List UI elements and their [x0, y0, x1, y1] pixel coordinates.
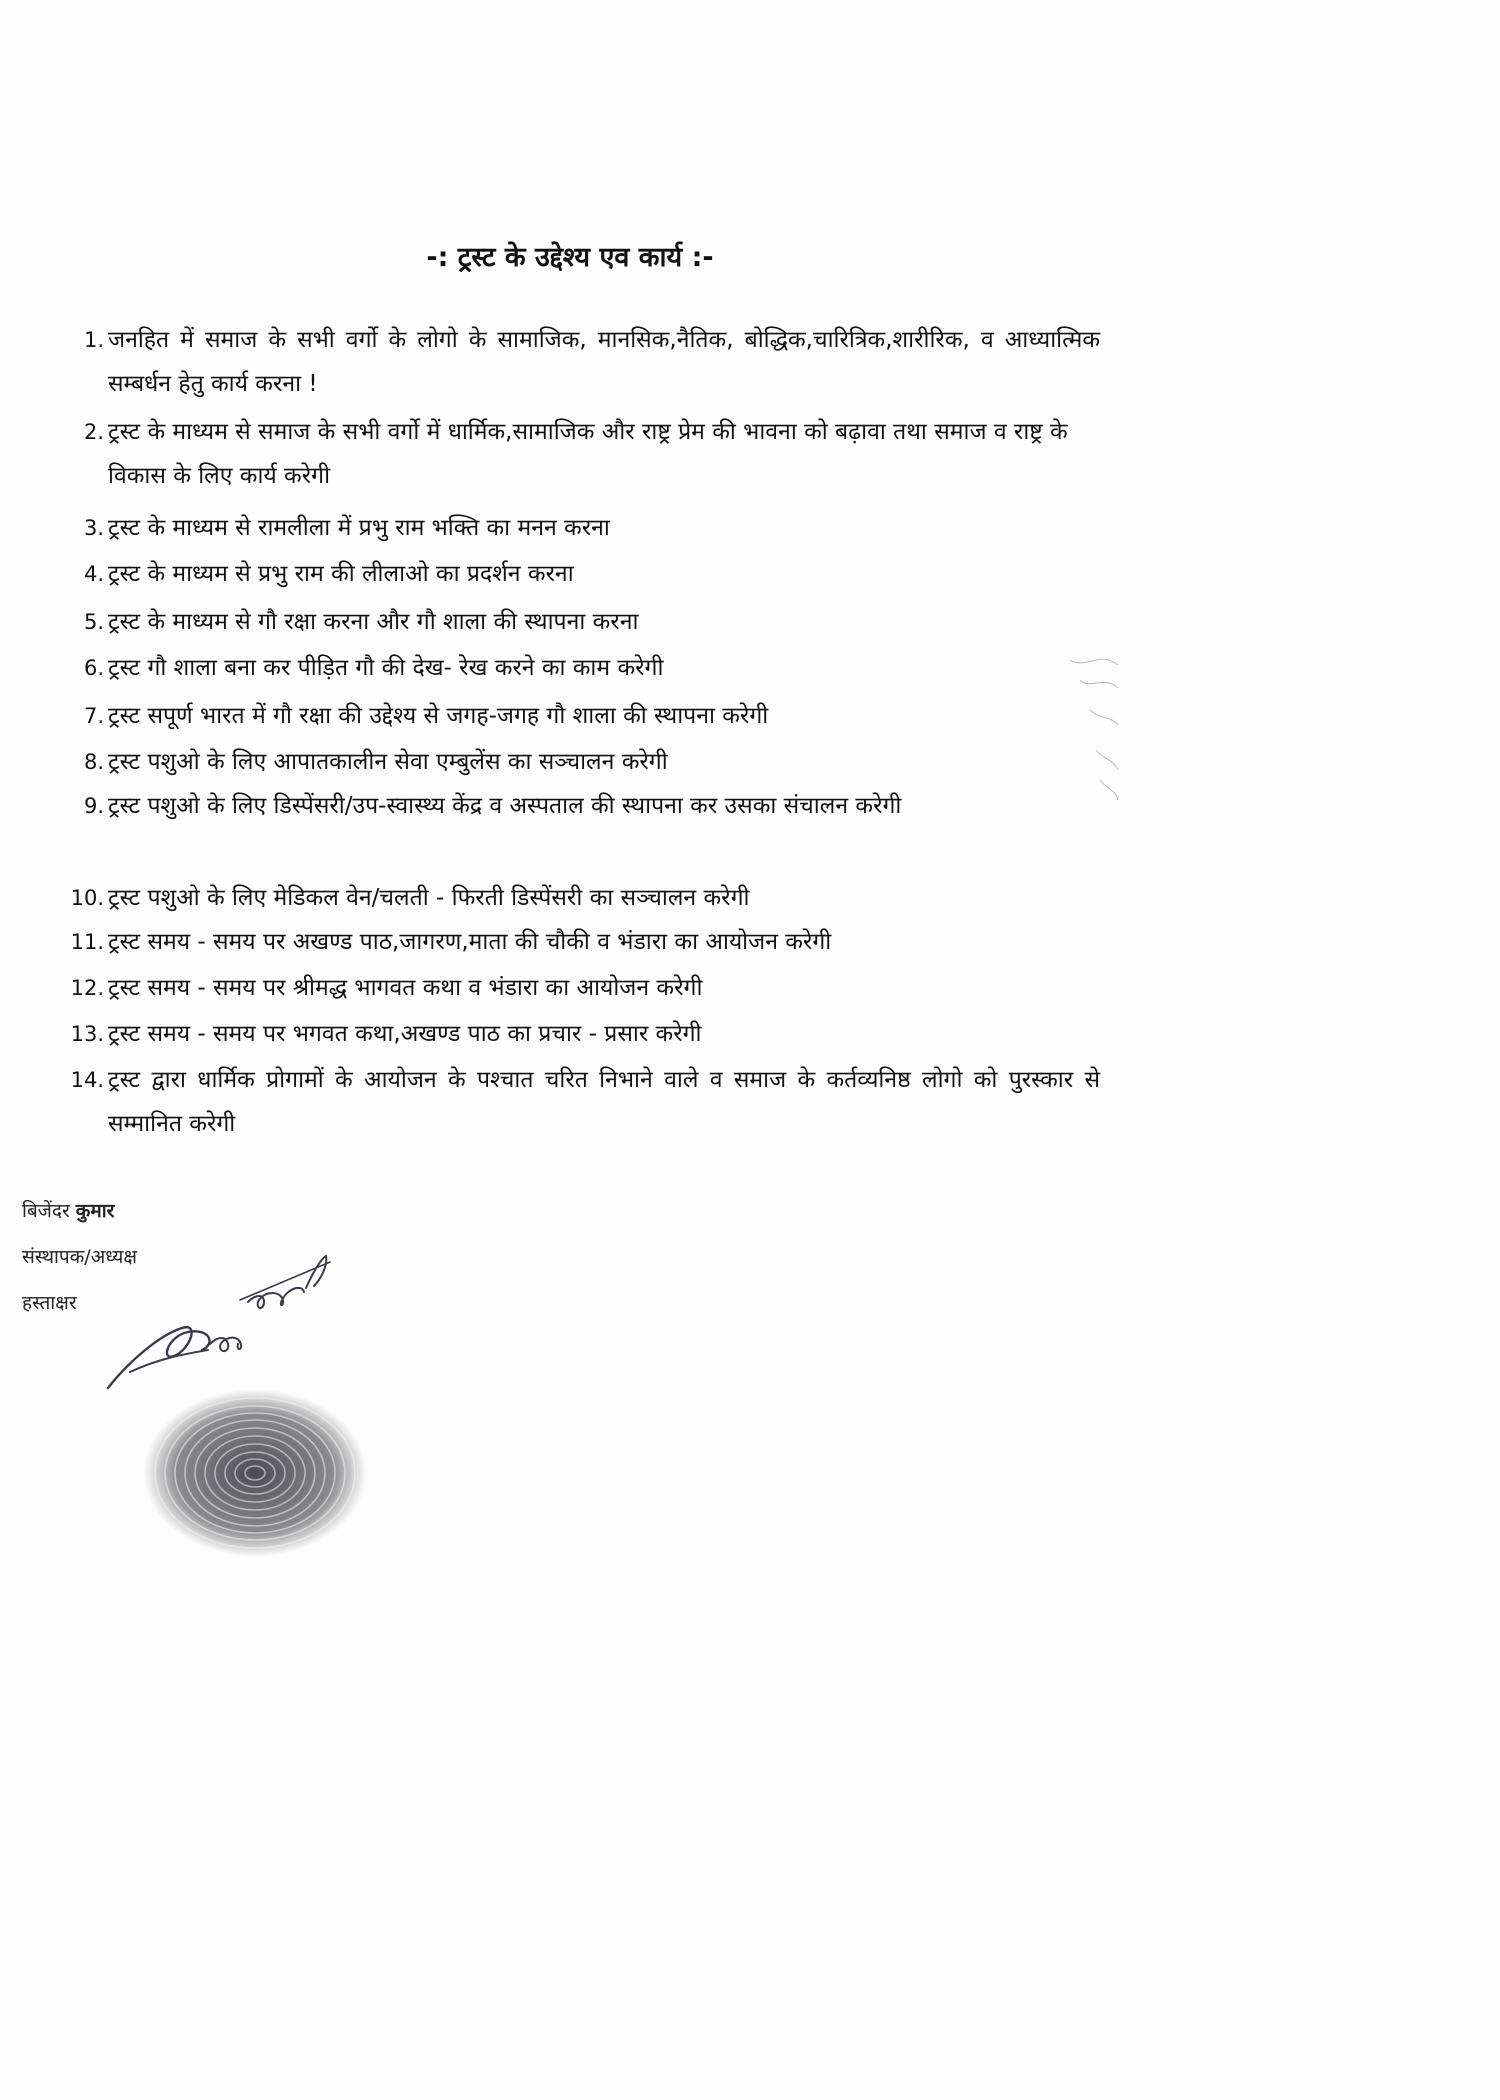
item-number: 12.	[70, 976, 104, 1000]
item-number: 10.	[70, 886, 104, 910]
item-text: ट्रस्ट समय - समय पर श्रीमद्ध भागवत कथा व भंडारा का आयोजन करेगी	[108, 975, 703, 1001]
item-text: ट्रस्ट समय - समय पर अखण्ड पाठ,जागरण,माता की चौकी व भंडारा का आयोजन करेगी	[108, 929, 832, 955]
item-text: ट्रस्ट पशुओ के लिए आपातकालीन सेवा एम्बुलेंस का सञ्चालन करेगी	[108, 749, 668, 775]
signatory-first-name: बिजेंदर	[22, 1200, 70, 1222]
item-number: 3.	[83, 516, 104, 540]
item-number: 8.	[83, 750, 104, 774]
item-number: 6.	[83, 656, 104, 680]
page-title: -: ट्रस्ट के उद्देश्य एव कार्य :-	[426, 242, 714, 273]
signatory-name	[22, 1188, 137, 1234]
item-number: 1.	[83, 328, 104, 352]
item-number: 2.	[83, 420, 104, 444]
signature-label: हस्ताक्षर	[22, 1292, 77, 1314]
item-number: 14.	[70, 1068, 104, 1092]
item-number: 5.	[83, 610, 104, 634]
item-number: 13.	[70, 1022, 104, 1046]
item-text: ट्रस्ट के माध्यम से प्रभु राम की लीलाओ का प्रदर्शन करना	[108, 561, 574, 587]
thumbprint	[130, 1378, 380, 1568]
item-text: ट्रस्ट के माध्यम से समाज के सभी वर्गो में धार्मिक,सामाजिक और राष्ट्र प्रेम की भावना को बढ़ावा तथा समाज व राष्ट्र के विकास के लिए कार्य करेगी	[108, 419, 1068, 489]
item-number: 11.	[70, 930, 104, 954]
item-text: ट्रस्ट के माध्यम से गौ रक्षा करना और गौ शाला की स्थापना करना	[108, 609, 639, 635]
item-text: ट्रस्ट समय - समय पर भगवत कथा,अखण्ड पाठ का प्रचार - प्रसार करेगी	[108, 1021, 702, 1047]
scan-smudge	[1060, 630, 1120, 810]
item-text: ट्रस्ट पशुओ के लिए डिस्पेंसरी/उप-स्वास्थ्य केंद्र व अस्पताल की स्थापना कर उसका संचालन करेगी	[108, 793, 902, 819]
item-text: ट्रस्ट के माध्यम से रामलीला में प्रभु राम भक्ति का मनन करना	[108, 515, 610, 541]
item-number: 7.	[83, 704, 104, 728]
signatory-designation: संस्थापक/अध्यक्ष	[22, 1246, 138, 1268]
item-text: ट्रस्ट गौ शाला बना कर पीड़ित गौ की देख- रेख करने का काम करेगी	[108, 655, 664, 681]
item-number: 4.	[83, 562, 104, 586]
handwritten-signature	[90, 1240, 350, 1400]
item-text: ट्रस्ट पशुओ के लिए मेडिकल वेन/चलती - फिरती डिस्पेंसरी का सञ्चालन करेगी	[108, 885, 750, 911]
item-text: ट्रस्ट द्वारा धार्मिक प्रोगामों के आयोजन के पश्चात चरित निभाने वाले व समाज के कर्तव्यनिष्ठ लोगो को पुरस्कार से सम्मानित करेगी	[108, 1067, 1101, 1137]
signatory-last-name: कुमार	[75, 1200, 115, 1222]
item-text: ट्रस्ट सपूर्ण भारत में गौ रक्षा की उद्देश्य से जगह-जगह गौ शाला की स्थापना करेगी	[108, 703, 769, 729]
item-number: 9.	[83, 794, 104, 818]
item-text: जनहित में समाज के सभी वर्गो के लोगो के सामाजिक, मानसिक,नैतिक, बोद्धिक,चारित्रिक,शारीरिक, व आध्यात्मिक सम्बर्धन हेतु कार्य करना !	[108, 327, 1100, 397]
